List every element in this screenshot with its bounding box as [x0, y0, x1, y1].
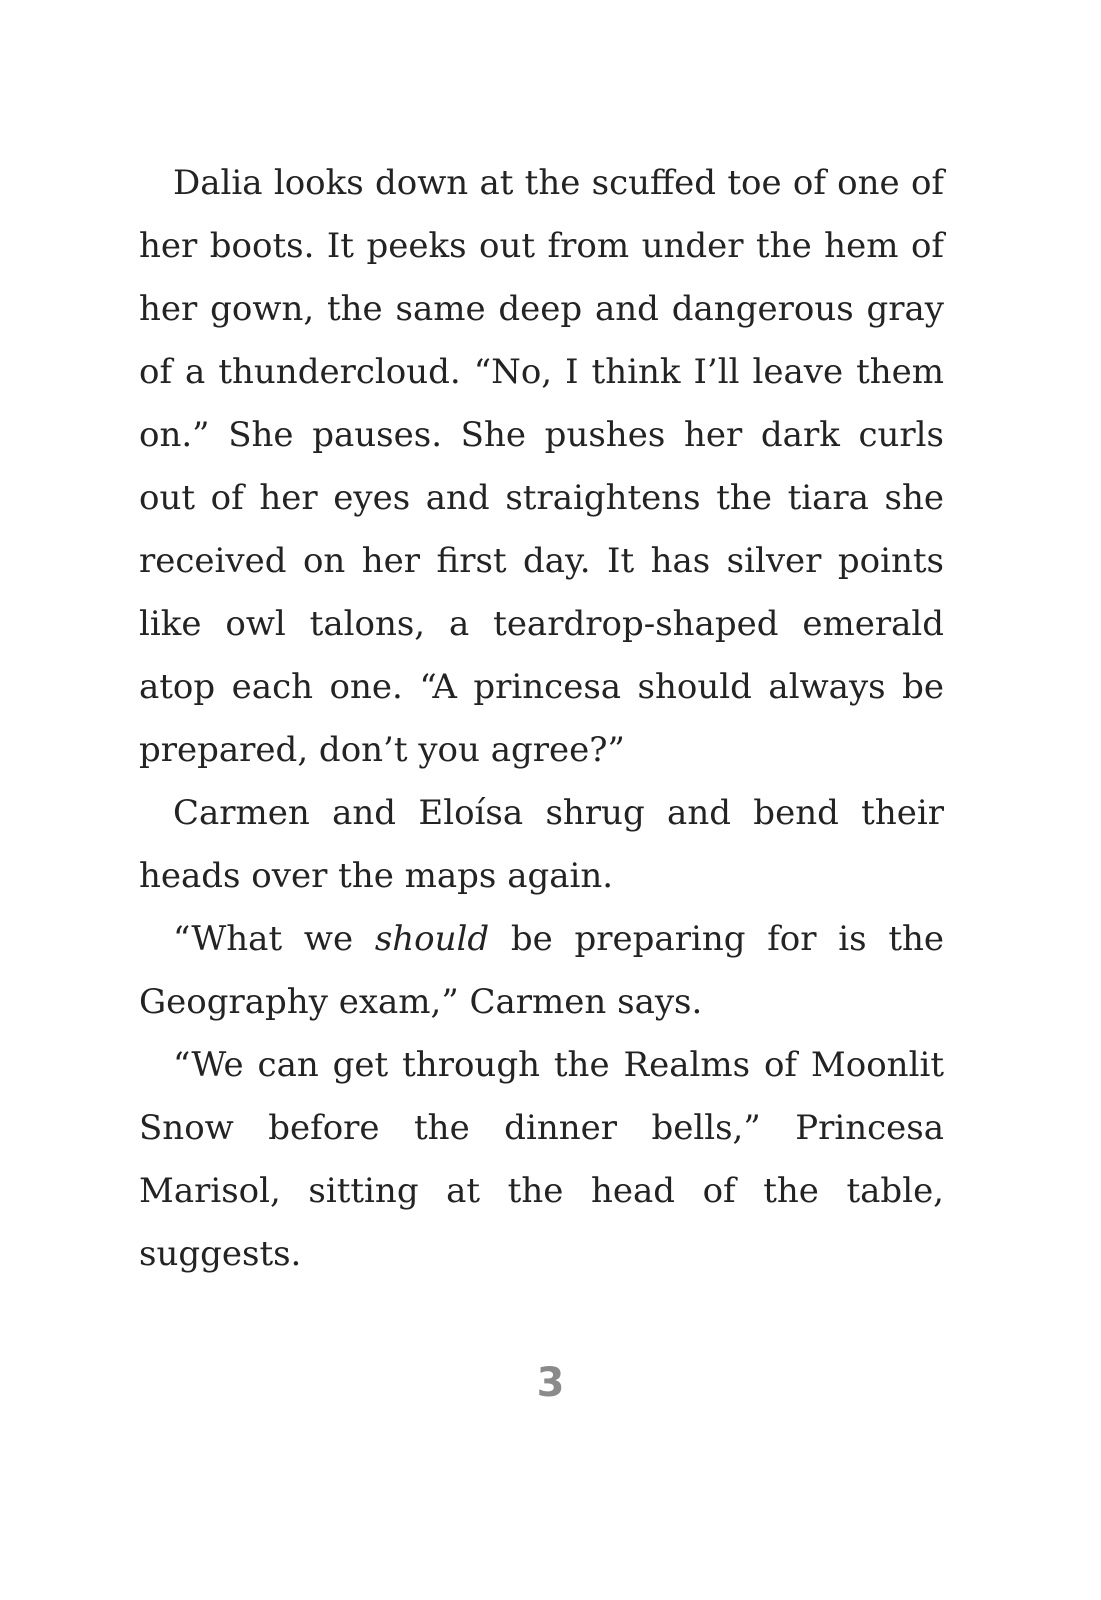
paragraph-3-after: be preparing for is the Geography exam,” Carmen says.	[139, 919, 945, 1022]
body-text	[139, 152, 944, 1286]
paragraph-3	[139, 908, 944, 1034]
page-number: 3	[536, 1360, 565, 1406]
paragraph-3-before: “What we	[173, 919, 375, 959]
paragraph-2: Carmen and Eloísa shrug and bend their heads over the maps again.	[139, 793, 944, 896]
paragraph-1: Dalia looks down at the scuffed toe of one of her boots. It peeks out from under the hem of her gown, the same deep and dangerous gray of a thundercloud. “No, I think I’ll leave them on.” She pauses. She pushes her dark curls out of her eyes and straightens the tiara she received on her first day. It has silver points like owl talons, a teardrop-shaped emerald atop each one. “A princesa should always be prepared, don’t you agree?”	[139, 163, 944, 770]
paragraph-3-emphasis: should	[374, 919, 490, 959]
paragraph-4: “We can get through the Realms of Moonlit Snow before the dinner bells,” Princesa Marisol, sitting at the head of the table, suggests.	[139, 1045, 944, 1274]
